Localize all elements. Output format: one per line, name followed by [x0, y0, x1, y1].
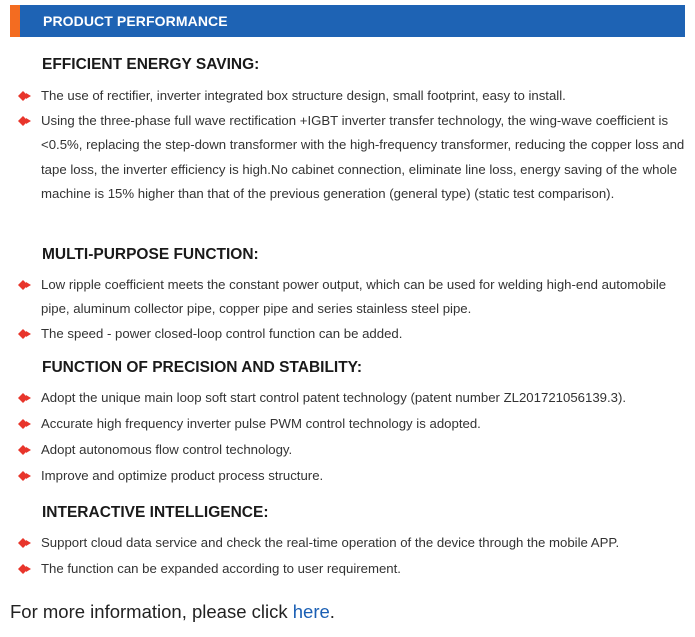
section-title-precision-stability: FUNCTION OF PRECISION AND STABILITY: — [42, 359, 363, 376]
diamond-arrow-icon — [18, 471, 31, 481]
list-item — [18, 322, 693, 346]
diamond-arrow-icon — [18, 393, 31, 403]
section-title-interactive-intelligence: INTERACTIVE INTELLIGENCE: — [42, 504, 269, 521]
list-item — [18, 109, 693, 207]
list-item-text: The function can be expanded according to user requirement. — [41, 561, 401, 576]
diamond-arrow-icon — [18, 329, 31, 339]
more-info-line — [10, 601, 335, 623]
list-item — [18, 84, 693, 108]
list-item — [18, 464, 693, 488]
header-accent-stripe — [10, 5, 20, 37]
diamond-arrow-icon — [18, 564, 31, 574]
list-item — [18, 557, 693, 581]
more-info-prefix: For more information, please click — [10, 601, 293, 622]
diamond-arrow-icon — [18, 116, 31, 126]
list-item-text: Adopt the unique main loop soft start control patent technology (patent number ZL201721056139.3). — [41, 390, 627, 405]
page-title: PRODUCT PERFORMANCE — [43, 13, 228, 29]
list-item-text: Low ripple coefficient meets the constant power output, which can be used for welding high-end automobile pipe, aluminum collector pipe, copper pipe and series stainless steel pipe. — [41, 277, 667, 317]
list-item — [18, 438, 693, 462]
list-item — [18, 531, 693, 555]
list-item — [18, 386, 693, 410]
diamond-arrow-icon — [18, 280, 31, 290]
list-item-text: The use of rectifier, inverter integrated box structure design, small footprint, easy to install. — [41, 88, 566, 103]
section-title-multi-purpose: MULTI-PURPOSE FUNCTION: — [42, 246, 259, 263]
diamond-arrow-icon — [18, 419, 31, 429]
list-item-text: Support cloud data service and check the real-time operation of the device through the mobile APP. — [41, 535, 620, 550]
diamond-arrow-icon — [18, 445, 31, 455]
section-title-energy-saving: EFFICIENT ENERGY SAVING: — [42, 56, 260, 73]
list-item-text: The speed - power closed-loop control function can be added. — [41, 326, 403, 341]
list-item — [18, 273, 693, 322]
section-header-bar — [10, 5, 685, 37]
list-item-text: Accurate high frequency inverter pulse PWM control technology is adopted. — [41, 416, 481, 431]
list-item — [18, 412, 693, 436]
diamond-arrow-icon — [18, 538, 31, 548]
list-item-text: Adopt autonomous flow control technology. — [41, 442, 293, 457]
more-info-suffix: . — [329, 601, 335, 622]
more-info-link[interactable]: here — [292, 601, 330, 622]
list-item-text: Using the three-phase full wave rectification +IGBT inverter transfer technology, the wing-wave coefficient is <0.5%, replacing the step-down transformer with the high-frequency transformer, reducing the copper loss and tape loss, the inverter efficiency is high.No cabinet connection, eliminate line loss, energy saving of the whole machine is 15% higher than that of the previous generation (general type) (static test comparison). — [41, 113, 685, 202]
list-item-text: Improve and optimize product process structure. — [41, 468, 324, 483]
diamond-arrow-icon — [18, 91, 31, 101]
